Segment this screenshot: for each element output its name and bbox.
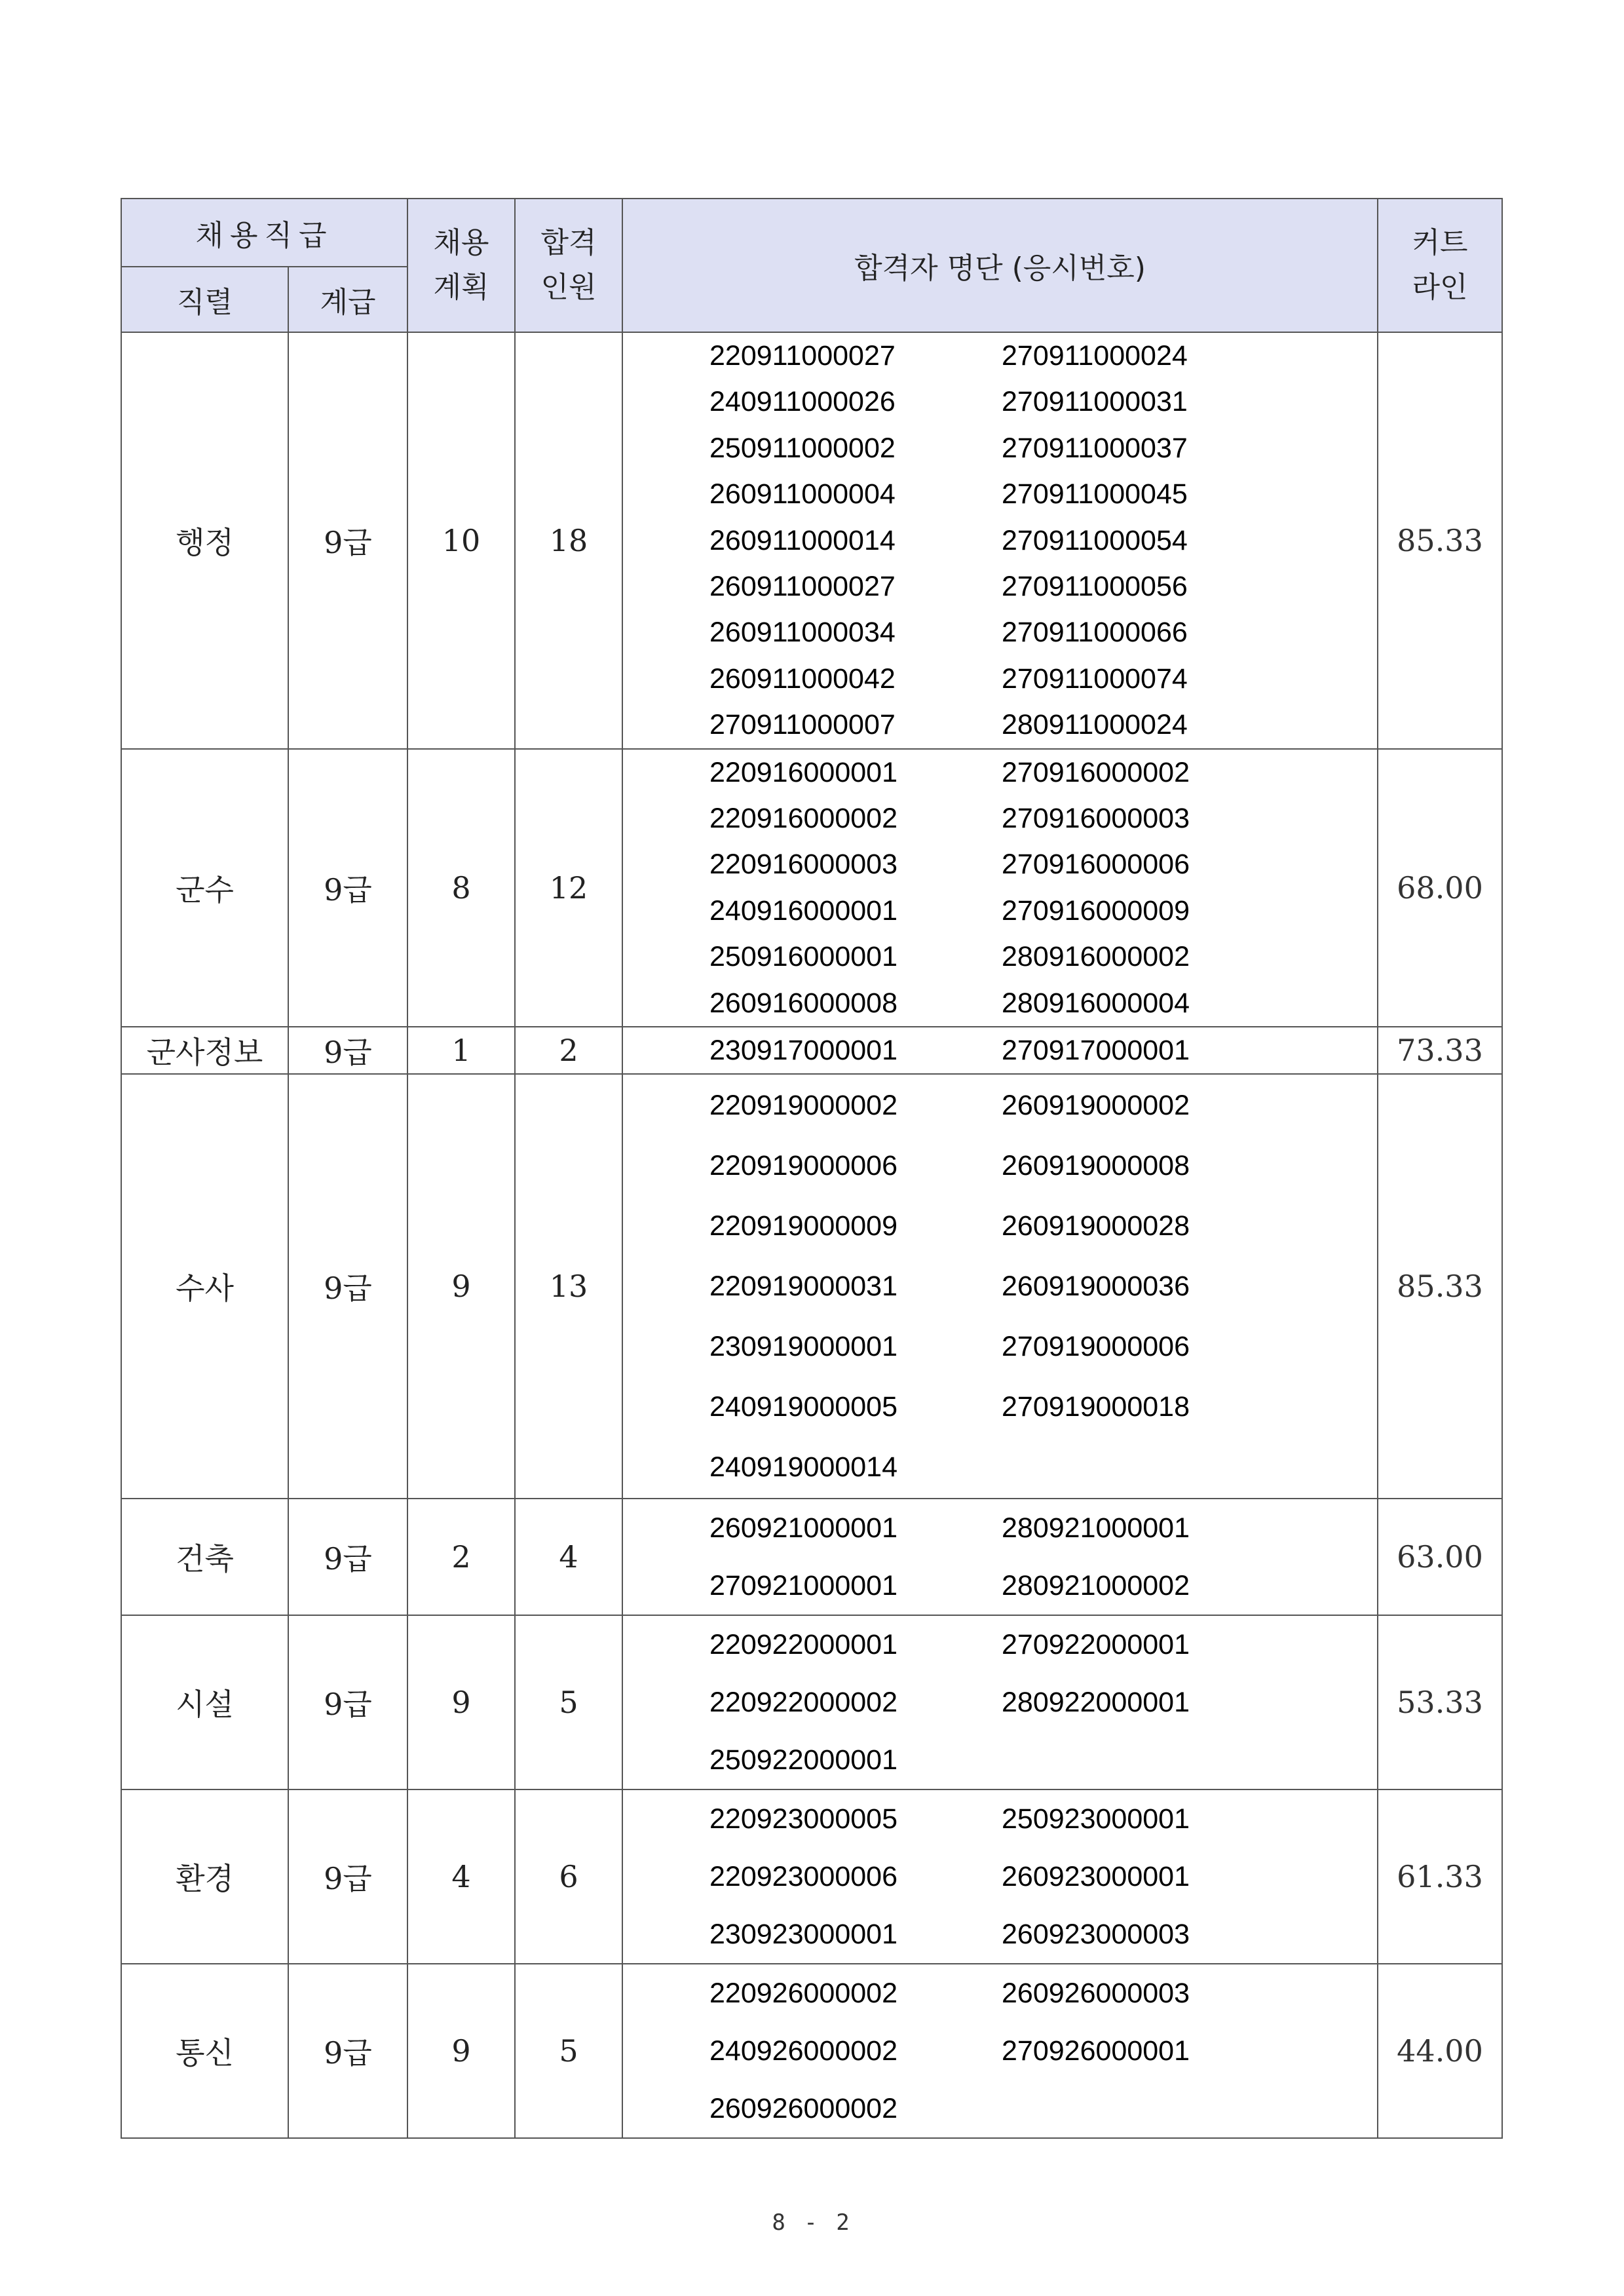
job-series-cell: 행정 [121,332,288,749]
cutline-cell: 73.33 [1378,1027,1502,1074]
plan-cell: 8 [407,749,515,1027]
plan-cell: 10 [407,332,515,749]
applicant-number: 220916000001 [709,756,897,788]
grade-cell: 9급 [288,332,407,749]
results-table [121,198,1503,2139]
applicant-number: 260919000028 [1002,1210,1190,1242]
applicant-number: 240911000026 [709,386,896,418]
applicant-number: 270921000001 [709,1570,897,1602]
cutline-cell: 44.00 [1378,1964,1502,2138]
table-row [121,1789,1502,1964]
applicant-number: 240919000014 [709,1451,897,1483]
passed-count-cell: 5 [515,1615,622,1789]
table-row [121,1499,1502,1615]
cutline-cell: 61.33 [1378,1789,1502,1964]
applicant-numbers-cell [622,1074,1378,1499]
applicant-number: 270911000024 [1002,340,1188,372]
grade-cell: 9급 [288,1964,407,2138]
applicant-numbers-cell [622,1964,1378,2138]
applicant-number: 240919000005 [709,1391,897,1423]
applicant-number: 220923000006 [709,1861,897,1893]
header-list: 합격자 명단 (응시번호) [622,199,1378,332]
applicant-number: 240916000001 [709,894,897,927]
grade-cell: 9급 [288,749,407,1027]
applicant-number: 280911000024 [1002,709,1188,741]
applicant-number: 270911000007 [709,709,896,741]
applicant-number: 270922000001 [1002,1629,1190,1661]
applicant-number: 220916000003 [709,849,897,881]
applicant-number: 260919000002 [1002,1090,1190,1122]
plan-cell: 2 [407,1499,515,1615]
applicant-numbers-cell [622,332,1378,749]
applicant-number: 260911000004 [709,478,896,510]
table-row [121,749,1502,1027]
job-series-cell: 통신 [121,1964,288,2138]
applicant-number: 220919000006 [709,1150,897,1182]
applicant-number: 280916000002 [1002,941,1190,973]
applicant-number: 260921000001 [709,1512,897,1544]
applicant-number: 230923000001 [709,1919,897,1951]
passed-count-cell: 4 [515,1499,622,1615]
table-row [121,1027,1502,1074]
applicant-number: 220919000009 [709,1210,897,1242]
passed-count-cell: 12 [515,749,622,1027]
applicant-number: 250916000001 [709,941,897,973]
applicant-number: 270911000045 [1002,478,1188,510]
applicant-number: 260919000008 [1002,1150,1190,1182]
grade-cell: 9급 [288,1499,407,1615]
page-number: 8 - 2 [772,2210,852,2236]
passed-count-cell: 6 [515,1789,622,1964]
applicant-number: 230919000001 [709,1331,897,1363]
header-plan: 채용 계획 [407,199,515,332]
applicant-number: 220922000001 [709,1629,897,1661]
applicant-number: 220919000031 [709,1271,897,1303]
applicant-number: 260911000034 [709,617,896,649]
applicant-number: 270911000031 [1002,386,1188,418]
grade-cell: 9급 [288,1615,407,1789]
applicant-number: 220916000002 [709,803,897,835]
cutline-cell: 68.00 [1378,749,1502,1027]
applicant-numbers-cell [622,1615,1378,1789]
plan-cell: 4 [407,1789,515,1964]
applicant-number: 260916000008 [709,987,897,1019]
applicant-number [1002,1437,1377,1497]
header-recruit-position: 채용직급 [121,199,407,267]
applicant-number: 220922000002 [709,1687,897,1719]
applicant-number [1002,2080,1377,2137]
applicant-number: 270916000003 [1002,803,1190,835]
applicant-number: 220919000002 [709,1090,897,1122]
applicant-number: 260911000027 [709,571,896,603]
cutline-cell: 85.33 [1378,1074,1502,1499]
table-row [121,1964,1502,2138]
applicant-number: 260923000001 [1002,1861,1190,1893]
cutline-cell: 85.33 [1378,332,1502,749]
plan-cell: 9 [407,1615,515,1789]
grade-cell: 9급 [288,1074,407,1499]
applicant-number: 270911000066 [1002,617,1188,649]
header-grade: 계급 [288,267,407,332]
job-series-cell: 군사정보 [121,1027,288,1074]
applicant-numbers-cell [622,1027,1378,1074]
applicant-number: 270926000001 [1002,2035,1190,2067]
job-series-cell: 건축 [121,1499,288,1615]
plan-cell: 9 [407,1074,515,1499]
header-cutline: 커트 라인 [1378,199,1502,332]
applicant-number: 250923000001 [1002,1803,1190,1835]
table-row [121,1074,1502,1499]
applicant-number: 240926000002 [709,2035,897,2067]
applicant-number: 220926000002 [709,1978,897,2010]
plan-cell: 1 [407,1027,515,1074]
applicant-number: 260923000003 [1002,1919,1190,1951]
passed-count-cell: 2 [515,1027,622,1074]
applicant-numbers-cell [622,1499,1378,1615]
applicant-number: 270911000056 [1002,571,1188,603]
applicant-number: 270917000001 [1002,1035,1190,1067]
applicant-number: 270919000006 [1002,1331,1190,1363]
applicant-number: 250922000001 [709,1744,897,1776]
applicant-number: 260926000003 [1002,1978,1190,2010]
applicant-number: 260926000002 [709,2093,897,2125]
job-series-cell: 군수 [121,749,288,1027]
cutline-cell: 53.33 [1378,1615,1502,1789]
applicant-number: 270911000074 [1002,662,1188,695]
applicant-number: 220911000027 [709,340,896,372]
passed-count-cell: 18 [515,332,622,749]
applicant-number: 270916000002 [1002,756,1190,788]
applicant-number: 270919000018 [1002,1391,1190,1423]
table-row [121,1615,1502,1789]
applicant-number: 280921000001 [1002,1512,1190,1544]
applicant-number: 260919000036 [1002,1271,1190,1303]
job-series-cell: 시설 [121,1615,288,1789]
applicant-number: 270916000009 [1002,894,1190,927]
applicant-number: 260911000042 [709,662,896,695]
applicant-number: 230917000001 [709,1035,897,1067]
header-job-series: 직렬 [121,267,288,332]
applicant-number [1002,1731,1377,1789]
plan-cell: 9 [407,1964,515,2138]
applicant-number: 280916000004 [1002,987,1190,1019]
job-series-cell: 환경 [121,1789,288,1964]
table-row [121,332,1502,749]
applicant-number: 220923000005 [709,1803,897,1835]
job-series-cell: 수사 [121,1074,288,1499]
passed-count-cell: 5 [515,1964,622,2138]
applicant-number: 250911000002 [709,432,896,464]
passed-count-cell: 13 [515,1074,622,1499]
applicant-number: 260911000014 [709,524,896,556]
applicant-numbers-cell [622,1789,1378,1964]
applicant-number: 280922000001 [1002,1687,1190,1719]
applicant-number: 270916000006 [1002,849,1190,881]
grade-cell: 9급 [288,1027,407,1074]
cutline-cell: 63.00 [1378,1499,1502,1615]
header-passed: 합격 인원 [515,199,622,332]
applicant-numbers-cell [622,749,1378,1027]
applicant-number: 270911000054 [1002,524,1188,556]
applicant-number: 280921000002 [1002,1570,1190,1602]
grade-cell: 9급 [288,1789,407,1964]
applicant-number: 270911000037 [1002,432,1188,464]
